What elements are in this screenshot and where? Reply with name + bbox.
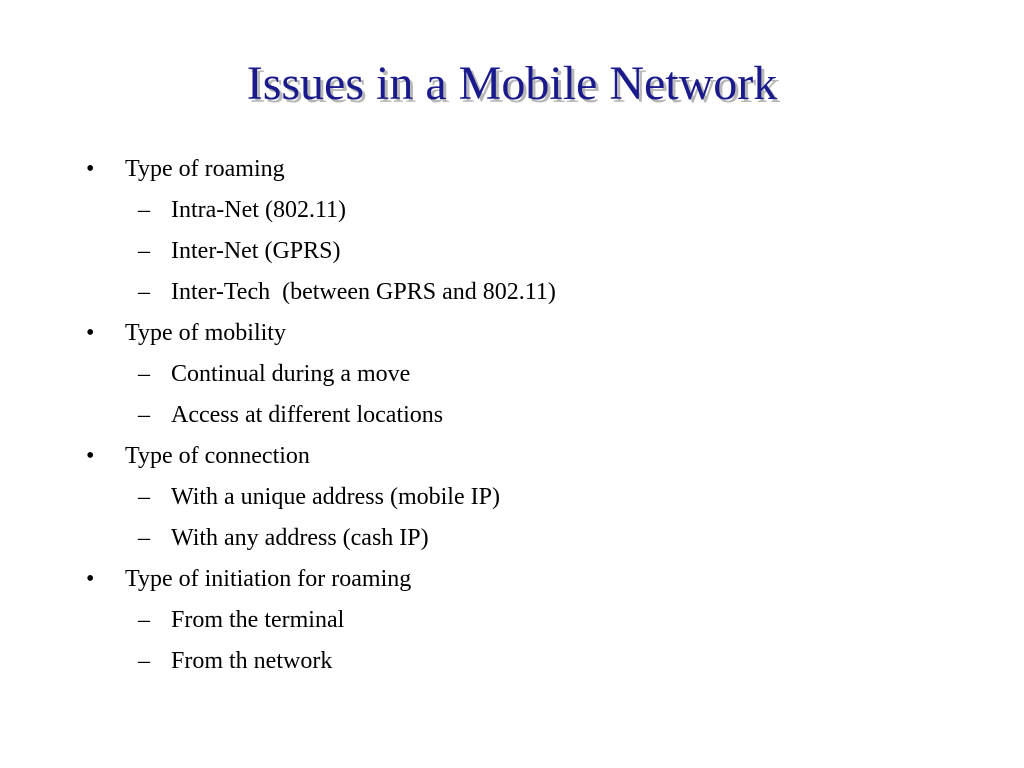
sub-bullet-marker: – [138, 648, 150, 674]
bullet-list [0, 152, 1024, 685]
sub-bullet-item [0, 644, 1024, 685]
sub-bullet-marker: – [138, 484, 150, 510]
bullet-item [0, 316, 1024, 357]
sub-bullet-marker: – [138, 197, 150, 223]
sub-bullet-text: From th network [171, 648, 333, 674]
sub-bullet-item [0, 275, 1024, 316]
slide-title: Issues in a Mobile Network [246, 57, 778, 110]
sub-bullet-text: Inter-Tech (between GPRS and 802.11) [171, 279, 556, 305]
bullet-heading: Type of roaming [125, 156, 285, 182]
sub-bullet-marker: – [138, 607, 150, 633]
sub-bullet-text: Inter-Net (GPRS) [171, 238, 341, 264]
bullet-heading: Type of mobility [125, 320, 286, 346]
sub-bullet-item [0, 357, 1024, 398]
sub-bullet-marker: – [138, 525, 150, 551]
bullet-marker: • [86, 320, 95, 346]
sub-bullet-item [0, 603, 1024, 644]
sub-bullet-text: Continual during a move [171, 361, 411, 387]
bullet-item [0, 152, 1024, 193]
bullet-marker: • [86, 156, 95, 182]
sub-bullet-marker: – [138, 361, 150, 387]
sub-bullet-item [0, 193, 1024, 234]
sub-bullet-text: With any address (cash IP) [171, 525, 429, 551]
sub-bullet-item [0, 521, 1024, 562]
sub-bullet-marker: – [138, 279, 150, 305]
sub-bullet-text: Intra-Net (802.11) [171, 197, 347, 223]
sub-bullet-text: With a unique address (mobile IP) [171, 484, 500, 510]
bullet-item [0, 562, 1024, 603]
sub-bullet-item [0, 398, 1024, 439]
bullet-heading: Type of connection [125, 443, 310, 469]
sub-bullet-item [0, 234, 1024, 275]
sub-bullet-item [0, 480, 1024, 521]
bullet-heading: Type of initiation for roaming [125, 566, 412, 592]
bullet-marker: • [86, 443, 95, 469]
bullet-item [0, 439, 1024, 480]
sub-bullet-text: From the terminal [171, 607, 345, 633]
bullet-marker: • [86, 566, 95, 592]
sub-bullet-marker: – [138, 402, 150, 428]
sub-bullet-text: Access at different locations [171, 402, 444, 428]
sub-bullet-marker: – [138, 238, 150, 264]
